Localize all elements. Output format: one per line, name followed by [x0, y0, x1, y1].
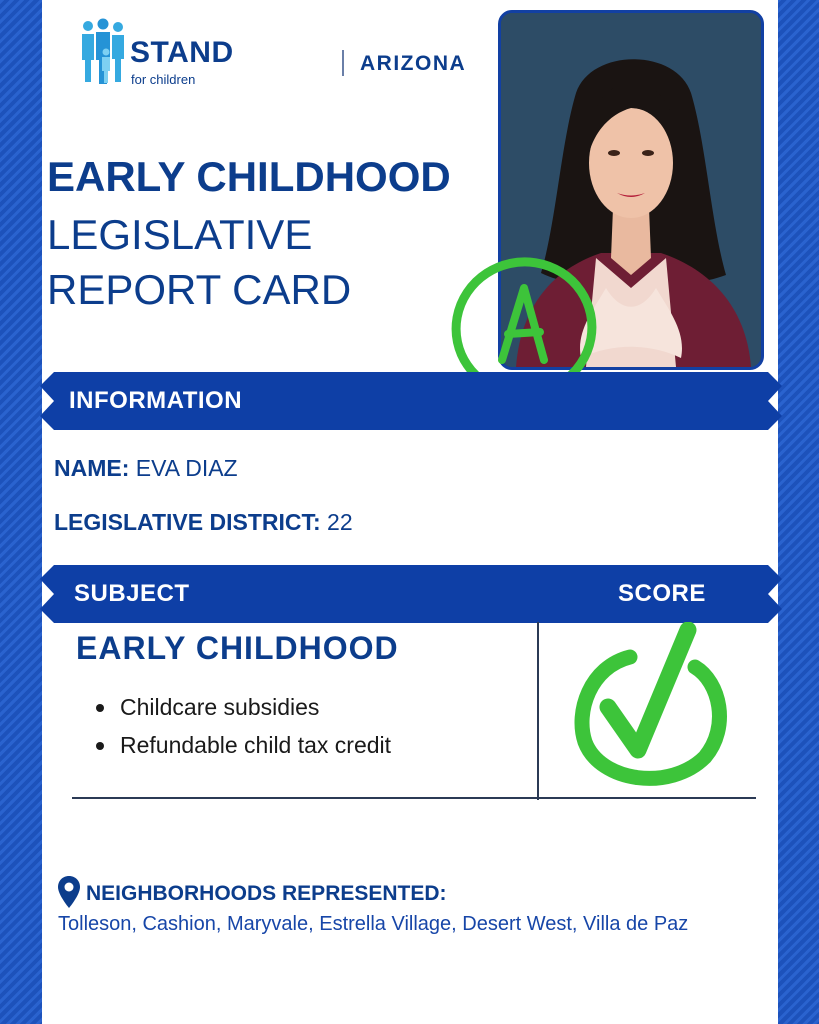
title-report-card: REPORT CARD: [47, 266, 352, 313]
location-pin-icon: [58, 876, 80, 908]
logo-divider: [342, 50, 344, 76]
subject-bullet-list: [96, 688, 391, 764]
bullet-item: Refundable child tax credit: [96, 726, 391, 764]
logo-tagline: for children: [131, 72, 196, 87]
subject-title: EARLY CHILDHOOD: [76, 630, 399, 666]
subject-score-banner: [40, 565, 782, 623]
district-value: 22: [327, 509, 353, 535]
information-banner: [40, 372, 782, 430]
subject-header: SUBJECT: [74, 580, 190, 607]
district-label: LEGISLATIVE DISTRICT:: [54, 509, 321, 535]
green-checkmark-icon: [570, 622, 730, 787]
score-header: SCORE: [618, 580, 706, 607]
title-early-childhood: EARLY CHILDHOOD: [47, 153, 451, 200]
name-label: NAME:: [54, 455, 130, 481]
family-figures-icon: [80, 18, 126, 84]
logo-state: ARIZONA: [360, 52, 467, 75]
right-border-stripe: [777, 0, 819, 1024]
column-divider: [537, 622, 539, 800]
bullet-item: Childcare subsidies: [96, 688, 391, 726]
neighborhoods-list: Tolleson, Cashion, Maryvale, Estrella Village, Desert West, Villa de Paz: [58, 913, 689, 935]
left-border-stripe: [0, 0, 42, 1024]
name-row: [54, 457, 238, 480]
logo-brand: STAND: [130, 36, 234, 69]
neighborhoods-heading: NEIGHBORHOODS REPRESENTED:: [86, 882, 447, 905]
title-legislative: LEGISLATIVE: [47, 211, 313, 258]
information-heading: INFORMATION: [69, 387, 243, 414]
name-value: EVA DIAZ: [135, 455, 238, 481]
row-divider: [72, 797, 756, 799]
district-row: [54, 511, 353, 534]
